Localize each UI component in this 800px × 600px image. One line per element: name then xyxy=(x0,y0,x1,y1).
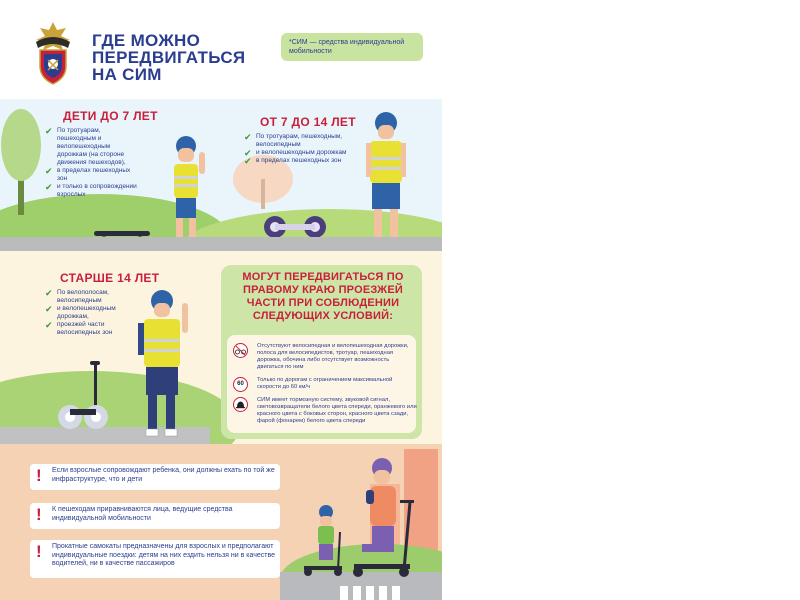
warning-item: ! К пешеходам приравниваются лица, ведущие средства индивидуальной мобильности xyxy=(30,503,280,529)
over-14-list xyxy=(45,289,135,337)
teen-figure-illustration xyxy=(136,289,198,439)
list-item: ✔ По тротуарам, пешеходным, велосипедным xyxy=(244,132,343,148)
check-icon: ✔ xyxy=(45,126,53,136)
warning-item: ! Прокатные самокаты предназначены для взрослых и предполагают индивидуальные поездки: детям на них ездить нельзя ни в качестве водителей, ни в качестве пассажиров xyxy=(30,540,280,578)
check-icon: ✔ xyxy=(45,304,53,314)
no-bike-icon xyxy=(233,343,248,358)
police-emblem-logo xyxy=(30,20,76,86)
list-item: ✔ По тротуарам, пешеходным и велопешеходным дорожкам (на стороне движения пешеходов), xyxy=(45,126,126,166)
list-item: ✔ и только в сопровождении взрослых xyxy=(45,182,137,198)
speed-limit-icon: 60 xyxy=(233,377,248,392)
list-item: ✔ и велопешеходным дорожкам, xyxy=(45,304,116,320)
check-icon: ✔ xyxy=(45,166,53,176)
check-icon: ✔ xyxy=(45,320,53,330)
warning-item: ! Если взрослые сопровождают ребенка, они должны ехать по той же инфраструктуре, что и дети xyxy=(30,464,280,490)
page-title: ГДЕ МОЖНО ПЕРЕДВИГАТЬСЯ НА СИМ xyxy=(92,31,246,84)
crosswalk-illustration xyxy=(340,584,400,600)
check-icon: ✔ xyxy=(244,156,252,166)
section-over-14 xyxy=(0,251,442,444)
teen-figure-illustration xyxy=(364,111,408,245)
sim-definition-note: *СИМ — средства индивидуальной мобильности xyxy=(281,33,423,61)
age-7-14-list xyxy=(244,133,349,165)
heading-kids-under-7: ДЕТИ ДО 7 ЛЕТ xyxy=(63,109,158,123)
exclamation-icon: ! xyxy=(36,505,42,524)
sidewalk-ground xyxy=(0,237,442,251)
list-item: ✔ проезжей части велосипедных зон xyxy=(45,320,113,336)
exclamation-icon: ! xyxy=(36,542,42,561)
list-item: ✔ в пределах пешеходных зон xyxy=(45,166,131,182)
conditions-title: МОГУТ ПЕРЕДВИГАТЬСЯ ПО ПРАВОМУ КРАЮ ПРОЕЗЖЕЙ ЧАСТИ ПРИ СОБЛЮДЕНИИ СЛЕДУЮЩИХ УСЛОВИЙ: xyxy=(242,271,404,322)
list-item: ✔ По велополосам, велосипедным xyxy=(45,288,109,304)
list-item: ✔ и велопешеходным дорожкам xyxy=(244,148,347,158)
check-icon: ✔ xyxy=(244,132,252,142)
section-kids-and-teens xyxy=(0,99,442,251)
bell-icon xyxy=(233,397,248,412)
roadway-conditions-box xyxy=(221,265,422,439)
conditions-list: Отсутствуют велосипедная и велопешеходная дорожки, полоса для велосипедистов, тротуар, пешеходная дорожка, обочина либо отсутствует возможность двигаться по ним 60 Только по дорогам с ограничением максимальной скорости до 60 км/ч СИМ имеет тормозную систему, звуковой сигнал, световозвращатели белого цвета спереди, оранжевого или красного цвета с боковых сторон, красного цвета сзади, фарой (фонарем) белого цвета спереди xyxy=(227,335,416,433)
heading-7-to-14: ОТ 7 ДО 14 ЛЕТ xyxy=(260,115,356,129)
exclamation-icon: ! xyxy=(36,466,42,485)
heading-over-14: СТАРШЕ 14 ЛЕТ xyxy=(60,271,160,285)
list-item: ✔ в пределах пешеходных зон xyxy=(244,156,342,166)
check-icon: ✔ xyxy=(244,148,252,158)
check-icon: ✔ xyxy=(45,288,53,298)
family-scooters-illustration xyxy=(300,456,424,580)
check-icon: ✔ xyxy=(45,182,53,192)
child-figure-illustration xyxy=(166,134,212,246)
section-warnings xyxy=(0,444,442,600)
kids-under-7-list xyxy=(45,127,140,199)
tree-illustration xyxy=(0,105,44,215)
segway-illustration xyxy=(58,359,108,435)
